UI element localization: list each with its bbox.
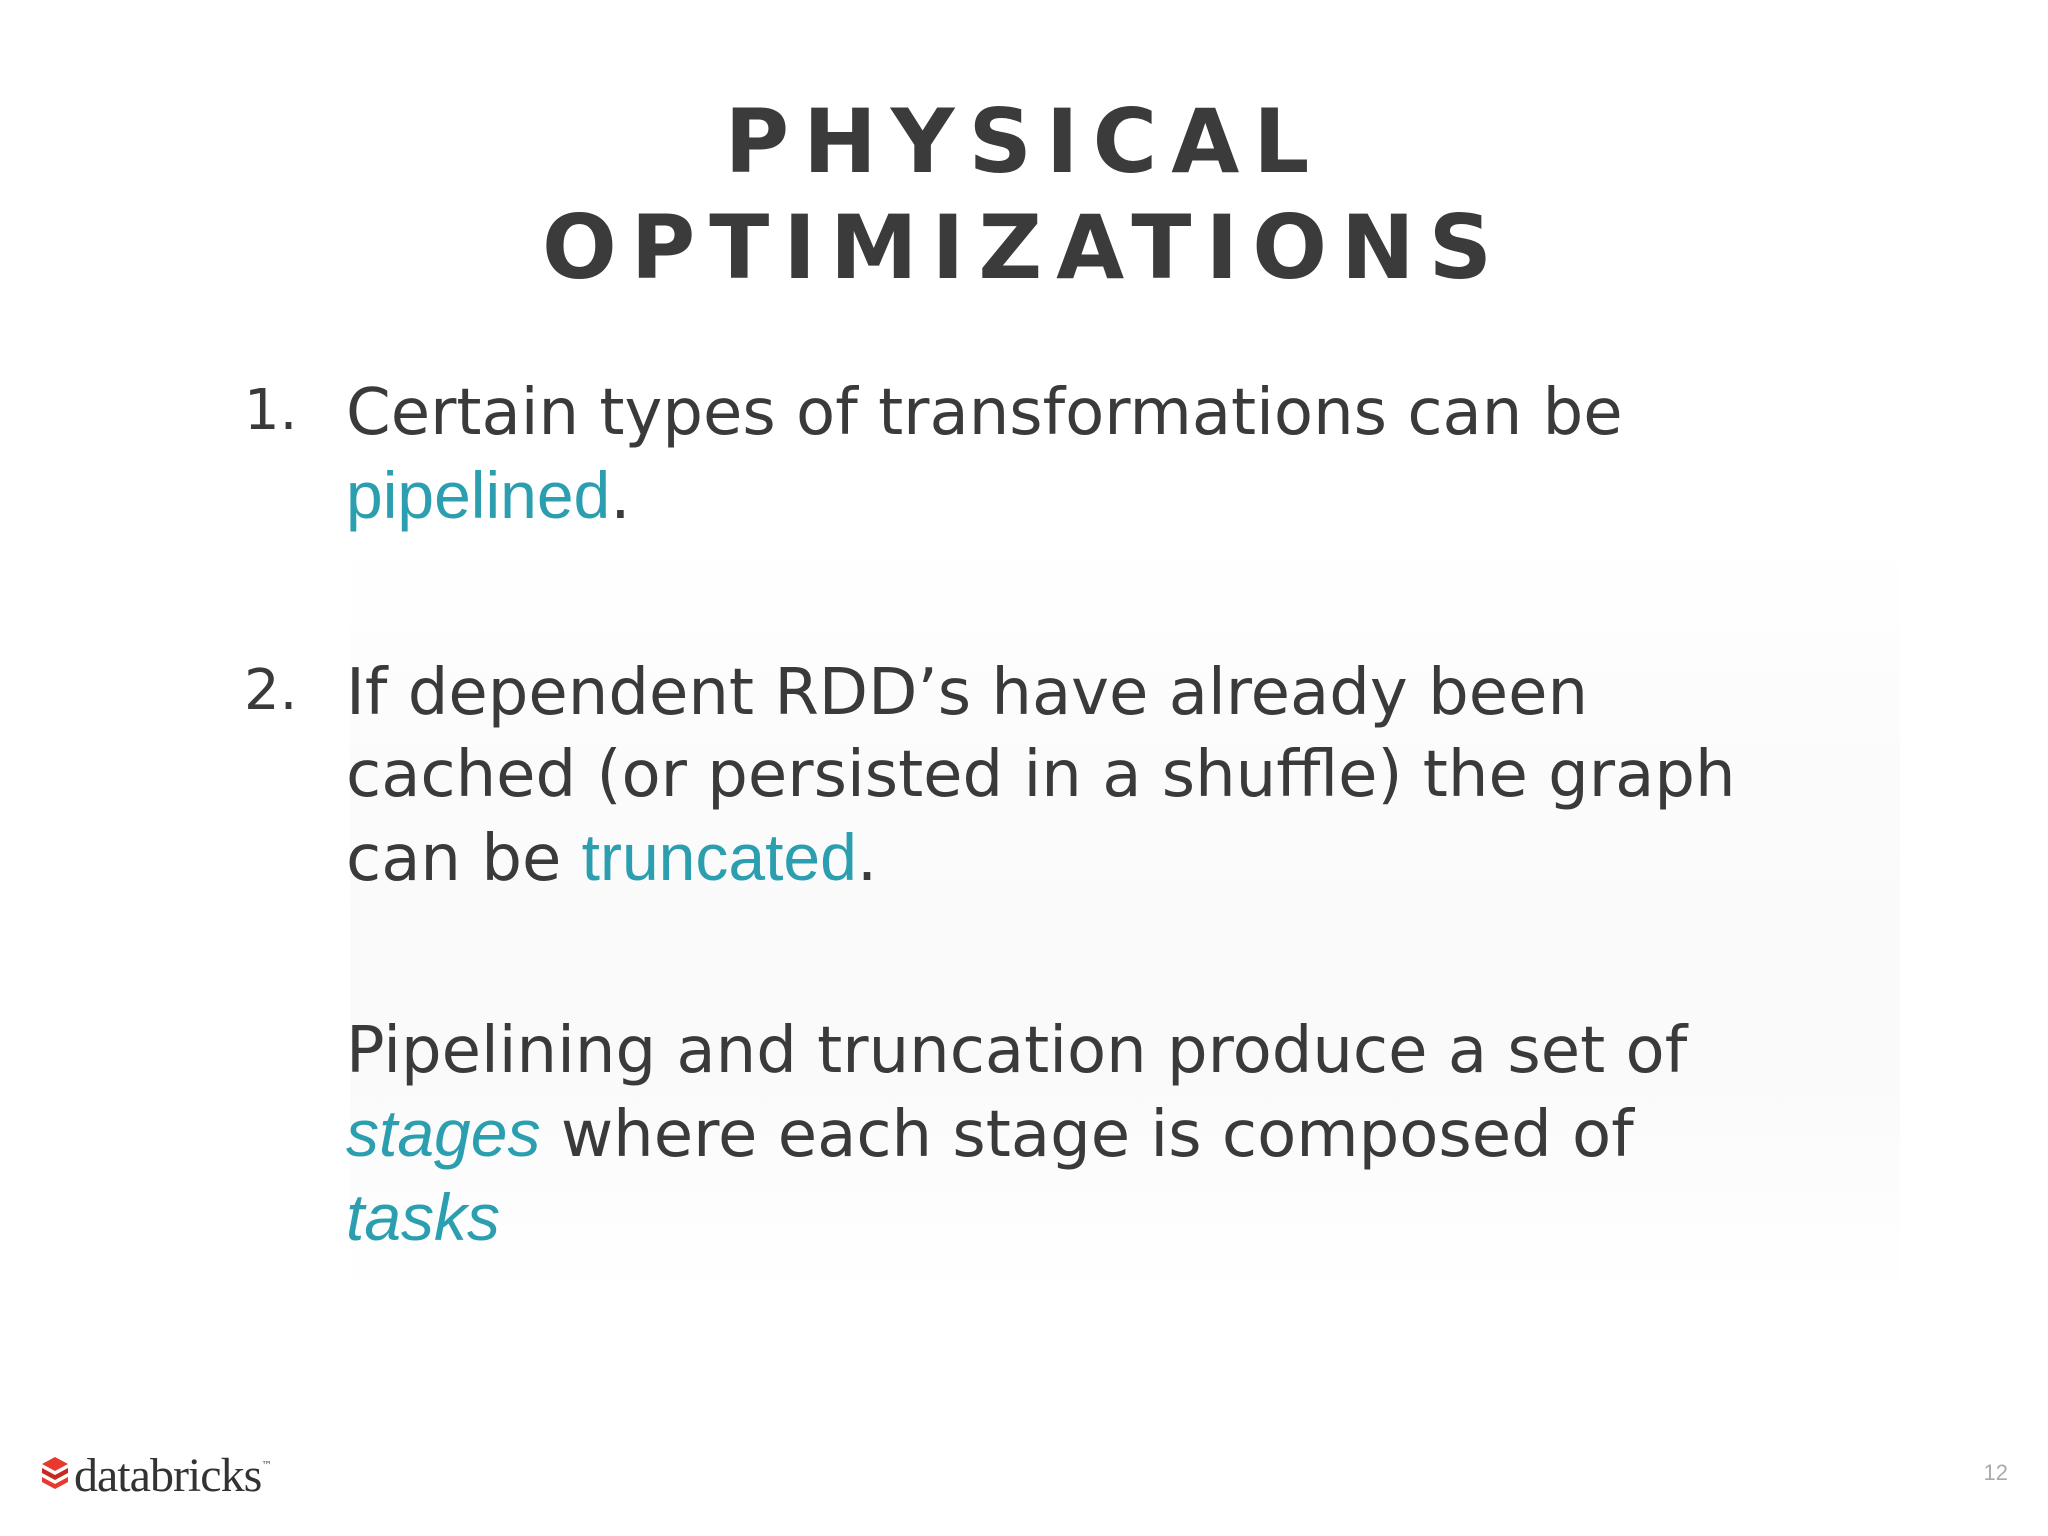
logo-trademark: ™ <box>261 1458 273 1472</box>
summary-line-2-rest: where each stage is composed of <box>540 1098 1634 1172</box>
list-item-2-text <box>346 652 1846 900</box>
list-number-1: 1. <box>244 378 298 443</box>
list-item-1-period: . <box>610 460 631 534</box>
slide-title-line-2: OPTIMIZATIONS <box>541 196 1507 299</box>
keyword-tasks: tasks <box>346 1180 501 1254</box>
page-number: 12 <box>1983 1460 2008 1485</box>
summary-paragraph <box>346 1010 1846 1260</box>
list-item-2-line-1: If dependent RDD’s have already been <box>346 656 1589 730</box>
databricks-logo <box>40 1448 272 1502</box>
databricks-stack-icon <box>40 1455 70 1495</box>
list-item-2-line-2: cached (or persisted in a shuffle) the graph <box>346 738 1736 812</box>
list-item-2-line-3-prefix: can be <box>346 822 582 896</box>
keyword-truncated: truncated <box>581 820 857 894</box>
slide-title-line-1: PHYSICAL <box>724 90 1324 193</box>
logo-wordmark: databricks <box>74 1448 262 1502</box>
summary-line-1: Pipelining and truncation produce a set of <box>346 1014 1688 1088</box>
list-item-1-line-1: Certain types of transformations can be <box>346 376 1623 450</box>
list-item-1-text <box>346 372 1846 538</box>
list-item-2-period: . <box>856 822 878 896</box>
keyword-stages: stages <box>346 1096 541 1170</box>
list-number-2: 2. <box>244 658 298 723</box>
keyword-pipelined: pipelined <box>346 458 611 532</box>
